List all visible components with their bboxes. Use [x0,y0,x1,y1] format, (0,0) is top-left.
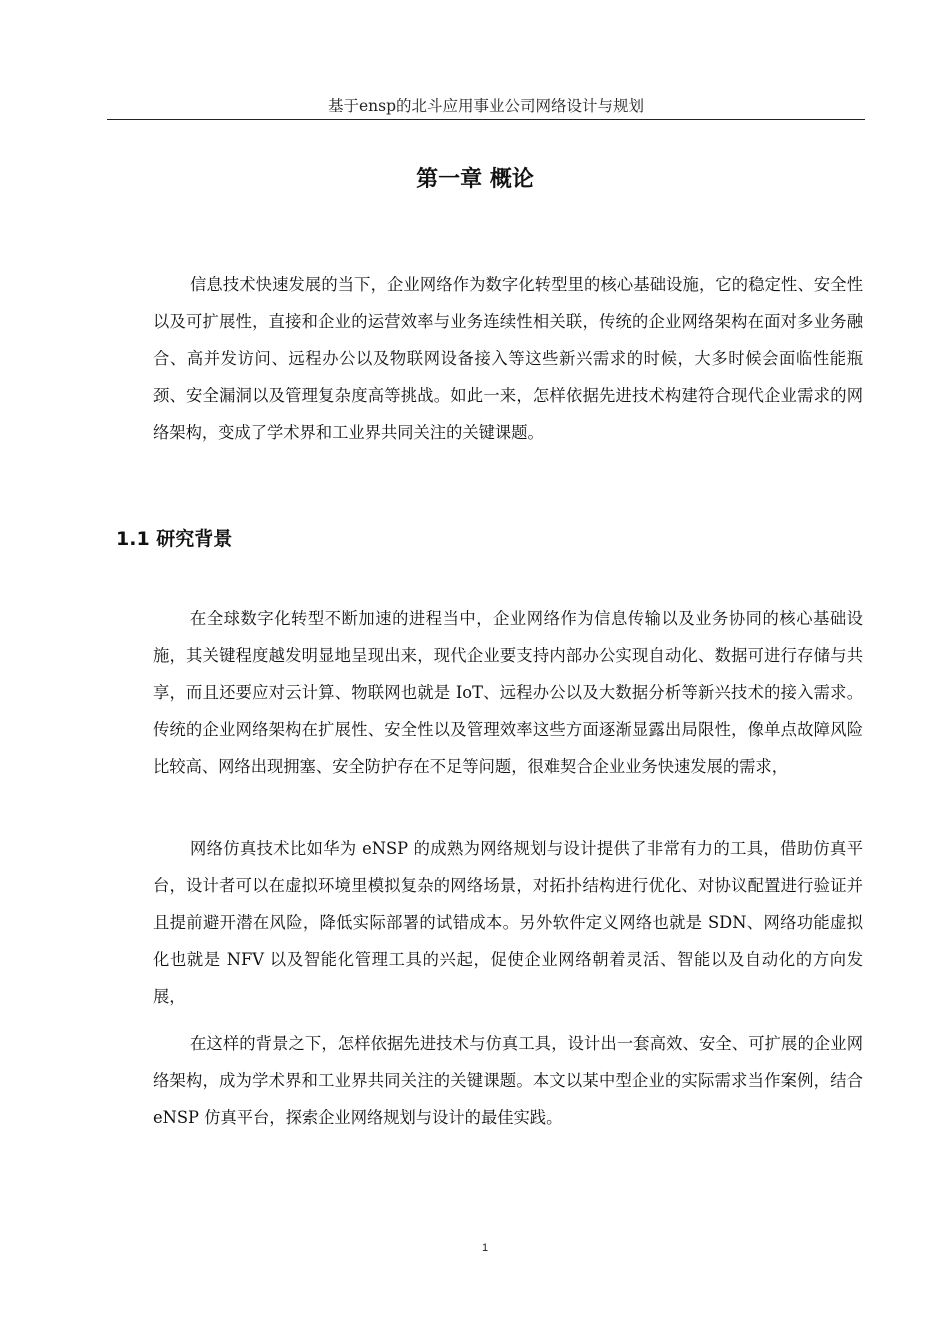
section-title: 1.1 研究背景 [116,528,233,550]
background-paragraph-3: 在这样的背景之下，怎样依据先进技术与仿真工具，设计出一套高效、安全、可扩展的企业网络架构，成为学术界和工业界共同关注的关键课题。本文以某中型企业的实际需求当作案例，结合 eNSP 仿真平台，探索企业网络规划与设计的最佳实践。 [153,1034,863,1127]
page-number: 1 [481,1242,489,1254]
background-paragraph-2: 网络仿真技术比如华为 eNSP 的成熟为网络规划与设计提供了非常有力的工具，借助仿真平台，设计者可以在虚拟环境里模拟复杂的网络场景，对拓扑结构进行优化、对协议配置进行验证并且提前避开潜在风险，降低实际部署的试错成本。另外软件定义网络也就是 SDN、网络功能虚拟化也就是 NFV 以及智能化管理工具的兴起，促使企业网络朝着灵活、智能以及自动化的方向发展， [153,839,863,1006]
chapter-title: 第一章 概论 [416,167,534,192]
running-header: 基于ensp的北斗应用事业公司网络设计与规划 [107,95,865,120]
intro-paragraph: 信息技术快速发展的当下，企业网络作为数字化转型里的核心基础设施，它的稳定性、安全性以及可扩展性，直接和企业的运营效率与业务连续性相关联，传统的企业网络架构在面对多业务融合、高并发访问、远程办公以及物联网设备接入等这些新兴需求的时候，大多时候会面临性能瓶颈、安全漏洞以及管理复杂度高等挑战。如此一来，怎样依据先进技术构建符合现代企业需求的网络架构，变成了学术界和工业界共同关注的关键课题。 [153,275,863,442]
background-paragraph-1: 在全球数字化转型不断加速的进程当中，企业网络作为信息传输以及业务协同的核心基础设施，其关键程度越发明显地呈现出来，现代企业要支持内部办公实现自动化、数据可进行存储与共享，而且还要应对云计算、物联网也就是 IoT、远程办公以及大数据分析等新兴技术的接入需求。传统的企业网络架构在扩展性、安全性以及管理效率这些方面逐渐显露出局限性，像单点故障风险比较高、网络出现拥塞、安全防护存在不足等问题，很难契合企业业务快速发展的需求， [153,609,863,776]
